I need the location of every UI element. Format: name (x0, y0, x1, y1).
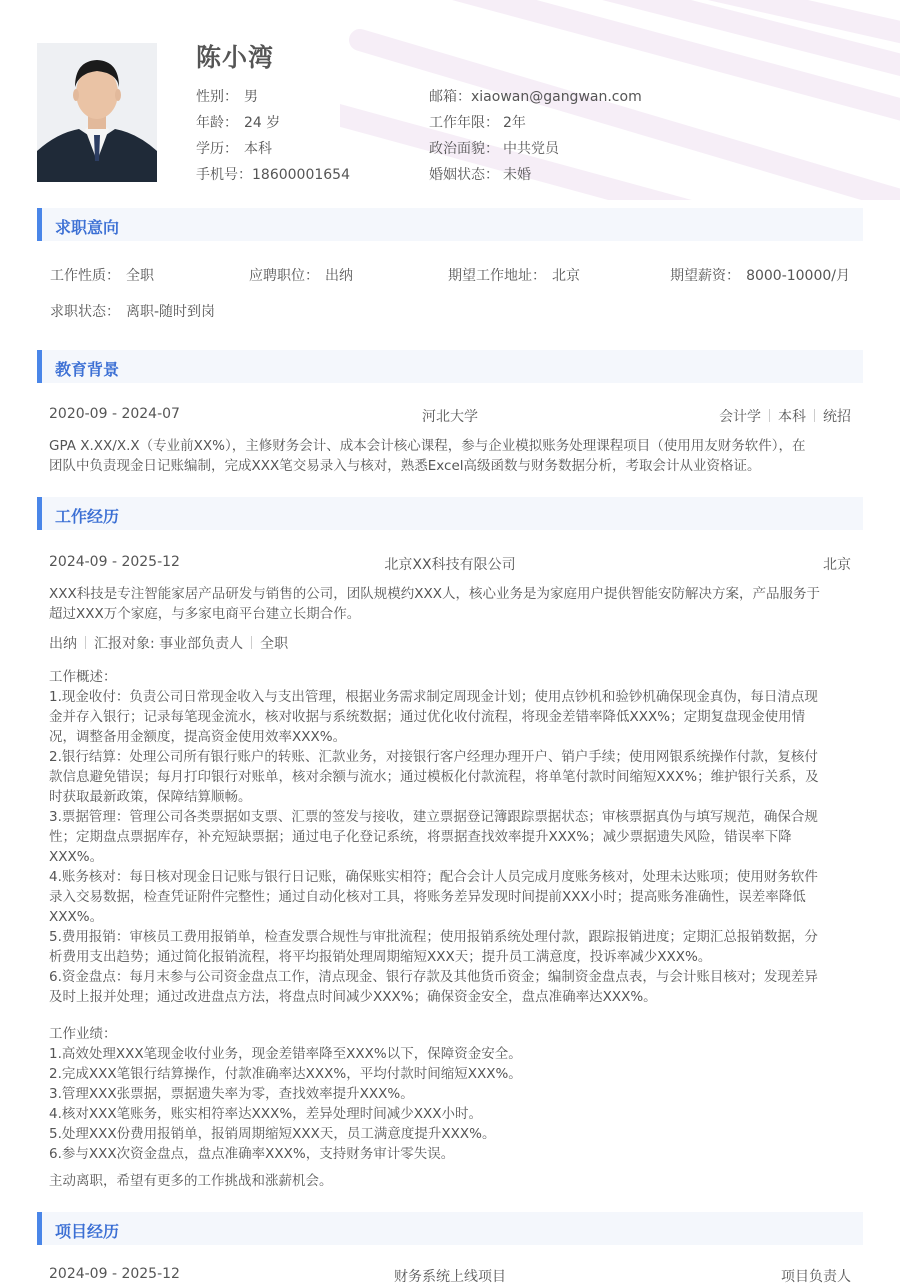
phone-label: 手机号： (196, 167, 252, 183)
work-summary (49, 667, 853, 1007)
project-name: 财务系统上线项目 (394, 1269, 506, 1285)
divider (251, 636, 252, 649)
age-field (196, 112, 280, 132)
education-label: 学历： (196, 141, 238, 157)
intent-location (448, 265, 580, 285)
gender-value: 男 (244, 89, 258, 105)
section-title: 求职意向 (55, 218, 120, 237)
age-label: 年龄： (196, 115, 238, 131)
education-school: 河北大学 (422, 409, 478, 425)
intro-line: XXX科技是专注智能家居产品研发与销售的公司，团队规模约XXX人，核心业务是为家庭用户提供智能安防解决方案，产品服务于 (49, 586, 820, 602)
achievement-line: 5.处理XXX份费用报销单，报销周期缩短XXX天，员工满意度提升XXX%。 (49, 1126, 496, 1142)
politics-value: 中共党员 (503, 141, 559, 157)
politics-label: 政治面貌： (429, 141, 499, 157)
summary-line: 时获取最新政策，保障结算顺畅。 (49, 789, 252, 805)
summary-line: 析费用支出趋势；通过简化报销流程，将平均报销处理周期缩短XXX天；提升员工满意度，投诉率减少XXX%。 (49, 949, 712, 965)
phone-value: 18600001654 (252, 167, 350, 183)
intent-position-label: 应聘职位： (249, 268, 319, 284)
section-education (37, 350, 863, 383)
intent-salary-value: 8000-10000/月 (746, 268, 850, 284)
work-city: 北京 (823, 557, 851, 573)
intent-status-value: 离职-随时到岗 (126, 304, 216, 320)
intro-line: 超过XXX万个家庭，与多家电商平台建立长期合作。 (49, 606, 361, 622)
work-years-label: 工作年限： (429, 115, 499, 131)
profile-header (0, 0, 900, 195)
work-achievements (49, 1024, 853, 1164)
intent-position (249, 265, 353, 285)
work-role: 出纳 (49, 636, 77, 652)
education-date: 2020-09 - 2024-07 (49, 406, 180, 422)
intent-status (50, 301, 215, 321)
section-accent-bar (37, 208, 42, 241)
education-major: 会计学 (719, 409, 761, 425)
summary-line: 况，调整备用金额度，提高资金使用效率XXX%。 (49, 729, 347, 745)
project-role: 项目负责人 (781, 1269, 851, 1285)
summary-line: 款信息避免错误；每月打印银行对账单，核对余额与流水；通过模板化付款流程，将单笔付款时间缩短XXX%；维护银行关系，及 (49, 769, 819, 785)
intent-type (50, 265, 154, 285)
email-value: xiaowan@gangwan.com (471, 89, 642, 105)
email-label: 邮箱： (429, 89, 471, 105)
project-date: 2024-09 - 2025-12 (49, 1266, 180, 1282)
work-date: 2024-09 - 2025-12 (49, 554, 180, 570)
achievement-line: 4.核对XXX笔账务，账实相符率达XXX%，差异处理时间减少XXX小时。 (49, 1106, 482, 1122)
intent-type-value: 全职 (126, 268, 154, 284)
intent-salary (670, 265, 850, 285)
summary-line: 6.资金盘点：每月末参与公司资金盘点工作，清点现金、银行存款及其他货币资金；编制资金盘点表，与会计账目核对；发现差异 (49, 969, 818, 985)
work-company: 北京XX科技有限公司 (384, 557, 516, 573)
summary-heading: 工作概述： (49, 669, 117, 685)
section-title: 项目经历 (55, 1222, 120, 1241)
candidate-name: 陈小湾 (196, 43, 275, 72)
summary-line: 4.账务核对：每日核对现金日记账与银行日记账，确保账实相符；配合会计人员完成月度账务核对，处理未达账项；使用财务软件 (49, 869, 818, 885)
marital-label: 婚姻状态： (429, 167, 499, 183)
section-accent-bar (37, 497, 42, 530)
summary-line: 录入交易数据，检查凭证附件完整性；通过自动化核对工具，将账务差异发现时间提前XXX小时；提高账务准确性，误差率降低 (49, 889, 806, 905)
work-years-value: 2年 (503, 115, 526, 131)
work-role-meta (49, 633, 288, 653)
gender-label: 性别： (196, 89, 238, 105)
section-accent-bar (37, 1212, 42, 1245)
work-company-intro (49, 584, 853, 624)
gender-field (196, 86, 258, 106)
achievement-line: 6.参与XXX次资金盘点，盘点准确率XXX%，支持财务审计零失误。 (49, 1146, 455, 1162)
summary-line: XXX%。 (49, 849, 104, 865)
summary-line: 5.费用报销：审核员工费用报销单，检查发票合规性与审批流程；使用报销系统处理付款，跟踪报销进度；定期汇总报销数据，分 (49, 929, 818, 945)
achievement-line: 1.高效处理XXX笔现金收付业务，现金差错率降至XXX%以下，保障资金安全。 (49, 1046, 522, 1062)
intent-status-label: 求职状态： (50, 304, 120, 320)
intent-type-label: 工作性质： (50, 268, 120, 284)
politics-field (429, 138, 559, 158)
divider (769, 409, 770, 422)
education-value: 本科 (244, 141, 272, 157)
section-title: 教育背景 (55, 360, 120, 379)
section-project (37, 1212, 863, 1245)
avatar (37, 43, 157, 182)
education-line: GPA X.XX/X.X（专业前XX%），主修财务会计、成本会计核心课程，参与企业模拟账务处理课程项目（使用用友财务软件），在 (49, 438, 806, 454)
intent-salary-label: 期望薪资： (670, 268, 741, 284)
marital-value: 未婚 (503, 167, 531, 183)
section-title: 工作经历 (55, 507, 120, 526)
work-job-type: 全职 (260, 636, 289, 652)
summary-line: 及时上报并处理；通过改进盘点方法，将盘点时间减少XXX%；确保资金安全，盘点准确率达XXX%。 (49, 989, 657, 1005)
work-leave-reason: 主动离职，希望有更多的工作挑战和涨薪机会。 (49, 1173, 333, 1189)
achievement-line: 2.完成XXX笔银行结算操作，付款准确率达XXX%，平均付款时间缩短XXX%。 (49, 1066, 522, 1082)
section-accent-bar (37, 350, 42, 383)
email-field (429, 86, 642, 106)
summary-line: 2.银行结算：处理公司所有银行账户的转账、汇款业务，对接银行客户经理办理开户、销户手续；使用网银系统操作付款，复核付 (49, 749, 818, 765)
intent-location-label: 期望工作地址： (448, 268, 546, 284)
marital-field (429, 164, 531, 184)
summary-line: XXX%。 (49, 909, 104, 925)
summary-line: 1.现金收付：负责公司日常现金收入与支出管理，根据业务需求制定周现金计划；使用点钞机和验钞机确保现金真伪，每日清点现 (49, 689, 818, 705)
achievements-heading: 工作业绩： (49, 1026, 117, 1042)
education-degree: 本科 (778, 409, 806, 425)
education-description (49, 436, 853, 476)
divider (814, 409, 815, 422)
work-years-field (429, 112, 526, 132)
achievement-line: 3.管理XXX张票据，票据遗失率为零，查找效率提升XXX%。 (49, 1086, 414, 1102)
work-report-to: 汇报对象: 事业部负责人 (94, 636, 244, 652)
education-field (196, 138, 272, 158)
intent-position-value: 出纳 (325, 268, 353, 284)
education-mode: 统招 (823, 409, 851, 425)
intent-location-value: 北京 (552, 268, 580, 284)
education-meta (719, 406, 851, 426)
summary-line: 3.票据管理：管理公司各类票据如支票、汇票的签发与接收，建立票据登记簿跟踪票据状态；审核票据真伪与填写规范，确保合规 (49, 809, 818, 825)
section-job-intent (37, 208, 863, 241)
education-line: 团队中负责现金日记账编制，完成XXX笔交易录入与核对，熟悉Excel高级函数与财务数据分析，考取会计从业资格证。 (49, 458, 761, 474)
summary-line: 金并存入银行；记录每笔现金流水，核对收据与系统数据；通过优化收付流程，将现金差错率降低XXX%；定期复盘现金使用情 (49, 709, 806, 725)
phone-field (196, 164, 350, 184)
age-value: 24 岁 (244, 115, 281, 131)
divider (85, 636, 86, 649)
summary-line: 性；定期盘点票据库存，补充短缺票据；通过电子化登记系统，将票据查找效率提升XXX%；减少票据遗失风险，错误率下降 (49, 829, 792, 845)
section-work (37, 497, 863, 530)
